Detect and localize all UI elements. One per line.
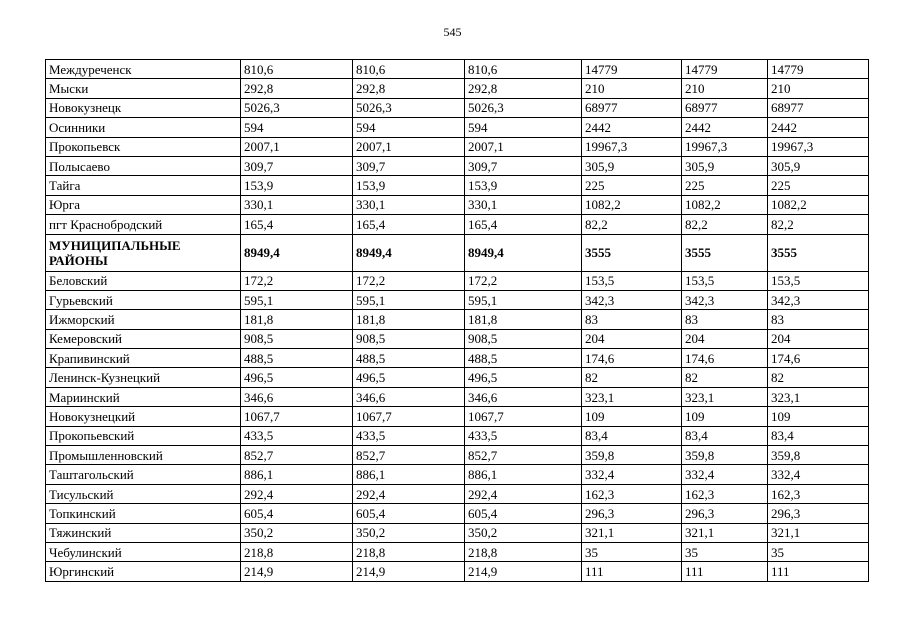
value-cell: 165,4 [465, 215, 582, 234]
value-cell: 3555 [682, 234, 768, 271]
value-cell: 181,8 [241, 310, 353, 329]
value-cell: 321,1 [582, 523, 682, 542]
value-cell: 172,2 [241, 271, 353, 290]
value-cell: 908,5 [353, 329, 465, 348]
value-cell: 83,4 [582, 426, 682, 445]
value-cell: 174,6 [768, 349, 869, 368]
row-name-cell: Беловский [46, 271, 241, 290]
row-name-cell: Юргинский [46, 562, 241, 581]
value-cell: 204 [682, 329, 768, 348]
value-cell: 1082,2 [768, 195, 869, 214]
value-cell: 19967,3 [682, 137, 768, 156]
value-cell: 1067,7 [465, 407, 582, 426]
row-name-cell: Новокузнецк [46, 98, 241, 117]
row-name-cell: Ижморский [46, 310, 241, 329]
row-name-cell: Мыски [46, 79, 241, 98]
value-cell: 210 [768, 79, 869, 98]
table-row [46, 290, 869, 309]
value-cell: 332,4 [582, 465, 682, 484]
value-cell: 2007,1 [241, 137, 353, 156]
value-cell: 332,4 [682, 465, 768, 484]
value-cell: 350,2 [353, 523, 465, 542]
value-cell: 496,5 [465, 368, 582, 387]
value-cell: 83 [582, 310, 682, 329]
value-cell: 153,5 [682, 271, 768, 290]
row-name-cell: Топкинский [46, 504, 241, 523]
value-cell: 309,7 [465, 156, 582, 175]
value-cell: 2442 [682, 118, 768, 137]
value-cell: 595,1 [353, 290, 465, 309]
value-cell: 111 [768, 562, 869, 581]
value-cell: 83 [682, 310, 768, 329]
value-cell: 19967,3 [768, 137, 869, 156]
value-cell: 35 [582, 542, 682, 561]
value-cell: 305,9 [768, 156, 869, 175]
value-cell: 111 [582, 562, 682, 581]
value-cell: 68977 [682, 98, 768, 117]
value-cell: 488,5 [465, 349, 582, 368]
value-cell: 153,9 [353, 176, 465, 195]
value-cell: 162,3 [682, 484, 768, 503]
value-cell: 594 [465, 118, 582, 137]
value-cell: 181,8 [465, 310, 582, 329]
value-cell: 433,5 [241, 426, 353, 445]
value-cell: 309,7 [353, 156, 465, 175]
table-row [46, 504, 869, 523]
value-cell: 5026,3 [353, 98, 465, 117]
value-cell: 605,4 [241, 504, 353, 523]
value-cell: 5026,3 [241, 98, 353, 117]
value-cell: 83,4 [682, 426, 768, 445]
value-cell: 162,3 [582, 484, 682, 503]
value-cell: 8949,4 [353, 234, 465, 271]
value-cell: 886,1 [465, 465, 582, 484]
value-cell: 8949,4 [465, 234, 582, 271]
value-cell: 2007,1 [353, 137, 465, 156]
table-row [46, 195, 869, 214]
value-cell: 342,3 [682, 290, 768, 309]
row-name-cell: Ленинск-Кузнецкий [46, 368, 241, 387]
value-cell: 810,6 [465, 60, 582, 79]
value-cell: 82,2 [768, 215, 869, 234]
value-cell: 350,2 [465, 523, 582, 542]
value-cell: 204 [768, 329, 869, 348]
row-name-cell: Осинники [46, 118, 241, 137]
value-cell: 332,4 [768, 465, 869, 484]
value-cell: 1067,7 [241, 407, 353, 426]
value-cell: 82 [582, 368, 682, 387]
value-cell: 346,6 [241, 387, 353, 406]
value-cell: 350,2 [241, 523, 353, 542]
value-cell: 82,2 [582, 215, 682, 234]
table-row [46, 79, 869, 98]
value-cell: 210 [582, 79, 682, 98]
value-cell: 218,8 [465, 542, 582, 561]
table-body [46, 60, 869, 582]
value-cell: 810,6 [353, 60, 465, 79]
value-cell: 886,1 [353, 465, 465, 484]
value-cell: 109 [582, 407, 682, 426]
value-cell: 111 [682, 562, 768, 581]
table-row [46, 562, 869, 581]
value-cell: 1067,7 [353, 407, 465, 426]
value-cell: 886,1 [241, 465, 353, 484]
value-cell: 296,3 [682, 504, 768, 523]
row-name-cell: Междуреченск [46, 60, 241, 79]
value-cell: 330,1 [353, 195, 465, 214]
value-cell: 14779 [582, 60, 682, 79]
table-row [46, 349, 869, 368]
row-name-cell: Гурьевский [46, 290, 241, 309]
row-name-cell: Тисульский [46, 484, 241, 503]
value-cell: 292,8 [241, 79, 353, 98]
table-row [46, 215, 869, 234]
value-cell: 218,8 [353, 542, 465, 561]
value-cell: 3555 [768, 234, 869, 271]
value-cell: 2442 [768, 118, 869, 137]
table-row [46, 329, 869, 348]
value-cell: 359,8 [768, 446, 869, 465]
value-cell: 810,6 [241, 60, 353, 79]
value-cell: 488,5 [353, 349, 465, 368]
value-cell: 359,8 [582, 446, 682, 465]
value-cell: 165,4 [241, 215, 353, 234]
page-number: 545 [443, 25, 462, 39]
table-row [46, 407, 869, 426]
value-cell: 296,3 [582, 504, 682, 523]
value-cell: 82,2 [682, 215, 768, 234]
value-cell: 292,4 [465, 484, 582, 503]
row-name-cell: МУНИЦИПАЛЬНЫЕ РАЙОНЫ [46, 234, 241, 271]
value-cell: 174,6 [682, 349, 768, 368]
value-cell: 323,1 [582, 387, 682, 406]
value-cell: 305,9 [582, 156, 682, 175]
table-row-section-header [46, 234, 869, 271]
row-name-cell: Мариинский [46, 387, 241, 406]
value-cell: 153,9 [465, 176, 582, 195]
value-cell: 305,9 [682, 156, 768, 175]
value-cell: 433,5 [353, 426, 465, 445]
value-cell: 210 [682, 79, 768, 98]
row-name-cell: Тяжинский [46, 523, 241, 542]
table-row [46, 271, 869, 290]
value-cell: 2007,1 [465, 137, 582, 156]
row-name-cell: Прокопьевск [46, 137, 241, 156]
table-row [46, 446, 869, 465]
value-cell: 292,4 [241, 484, 353, 503]
value-cell: 172,2 [465, 271, 582, 290]
row-name-cell: пгт Краснобродский [46, 215, 241, 234]
value-cell: 342,3 [582, 290, 682, 309]
value-cell: 346,6 [465, 387, 582, 406]
table-row [46, 60, 869, 79]
value-cell: 595,1 [465, 290, 582, 309]
value-cell: 852,7 [465, 446, 582, 465]
value-cell: 153,9 [241, 176, 353, 195]
row-name-cell: Кемеровский [46, 329, 241, 348]
value-cell: 172,2 [353, 271, 465, 290]
value-cell: 218,8 [241, 542, 353, 561]
value-cell: 162,3 [768, 484, 869, 503]
row-name-cell: Полысаево [46, 156, 241, 175]
value-cell: 488,5 [241, 349, 353, 368]
table-row [46, 118, 869, 137]
value-cell: 68977 [582, 98, 682, 117]
row-name-cell: Тайга [46, 176, 241, 195]
value-cell: 292,8 [465, 79, 582, 98]
value-cell: 109 [768, 407, 869, 426]
value-cell: 82 [768, 368, 869, 387]
value-cell: 35 [682, 542, 768, 561]
table-row [46, 465, 869, 484]
table-row [46, 98, 869, 117]
data-table [45, 59, 869, 582]
value-cell: 35 [768, 542, 869, 561]
value-cell: 8949,4 [241, 234, 353, 271]
value-cell: 153,5 [768, 271, 869, 290]
value-cell: 321,1 [682, 523, 768, 542]
table-row [46, 387, 869, 406]
table-row [46, 426, 869, 445]
value-cell: 204 [582, 329, 682, 348]
value-cell: 1082,2 [582, 195, 682, 214]
table-row [46, 156, 869, 175]
table-row [46, 310, 869, 329]
value-cell: 225 [582, 176, 682, 195]
value-cell: 174,6 [582, 349, 682, 368]
value-cell: 292,8 [353, 79, 465, 98]
value-cell: 2442 [582, 118, 682, 137]
value-cell: 225 [768, 176, 869, 195]
table-row [46, 137, 869, 156]
table-row [46, 484, 869, 503]
value-cell: 605,4 [465, 504, 582, 523]
table-row [46, 542, 869, 561]
value-cell: 321,1 [768, 523, 869, 542]
value-cell: 908,5 [465, 329, 582, 348]
value-cell: 109 [682, 407, 768, 426]
value-cell: 165,4 [353, 215, 465, 234]
value-cell: 296,3 [768, 504, 869, 523]
row-name-cell: Новокузнецкий [46, 407, 241, 426]
row-name-cell: Крапивинский [46, 349, 241, 368]
value-cell: 14779 [768, 60, 869, 79]
value-cell: 214,9 [353, 562, 465, 581]
value-cell: 83,4 [768, 426, 869, 445]
value-cell: 14779 [682, 60, 768, 79]
row-name-cell: Юрга [46, 195, 241, 214]
table-row [46, 368, 869, 387]
value-cell: 330,1 [465, 195, 582, 214]
value-cell: 595,1 [241, 290, 353, 309]
value-cell: 19967,3 [582, 137, 682, 156]
row-name-cell: Промышленновский [46, 446, 241, 465]
value-cell: 433,5 [465, 426, 582, 445]
value-cell: 5026,3 [465, 98, 582, 117]
value-cell: 605,4 [353, 504, 465, 523]
row-name-cell: Чебулинский [46, 542, 241, 561]
value-cell: 292,4 [353, 484, 465, 503]
value-cell: 1082,2 [682, 195, 768, 214]
value-cell: 496,5 [241, 368, 353, 387]
value-cell: 82 [682, 368, 768, 387]
value-cell: 496,5 [353, 368, 465, 387]
value-cell: 852,7 [241, 446, 353, 465]
value-cell: 225 [682, 176, 768, 195]
value-cell: 323,1 [768, 387, 869, 406]
value-cell: 346,6 [353, 387, 465, 406]
value-cell: 330,1 [241, 195, 353, 214]
value-cell: 594 [241, 118, 353, 137]
value-cell: 214,9 [241, 562, 353, 581]
value-cell: 153,5 [582, 271, 682, 290]
value-cell: 181,8 [353, 310, 465, 329]
value-cell: 323,1 [682, 387, 768, 406]
value-cell: 3555 [582, 234, 682, 271]
value-cell: 214,9 [465, 562, 582, 581]
value-cell: 68977 [768, 98, 869, 117]
value-cell: 342,3 [768, 290, 869, 309]
value-cell: 309,7 [241, 156, 353, 175]
row-name-cell: Таштагольский [46, 465, 241, 484]
value-cell: 594 [353, 118, 465, 137]
value-cell: 852,7 [353, 446, 465, 465]
table-row [46, 523, 869, 542]
value-cell: 83 [768, 310, 869, 329]
value-cell: 908,5 [241, 329, 353, 348]
table-row [46, 176, 869, 195]
value-cell: 359,8 [682, 446, 768, 465]
row-name-cell: Прокопьевский [46, 426, 241, 445]
